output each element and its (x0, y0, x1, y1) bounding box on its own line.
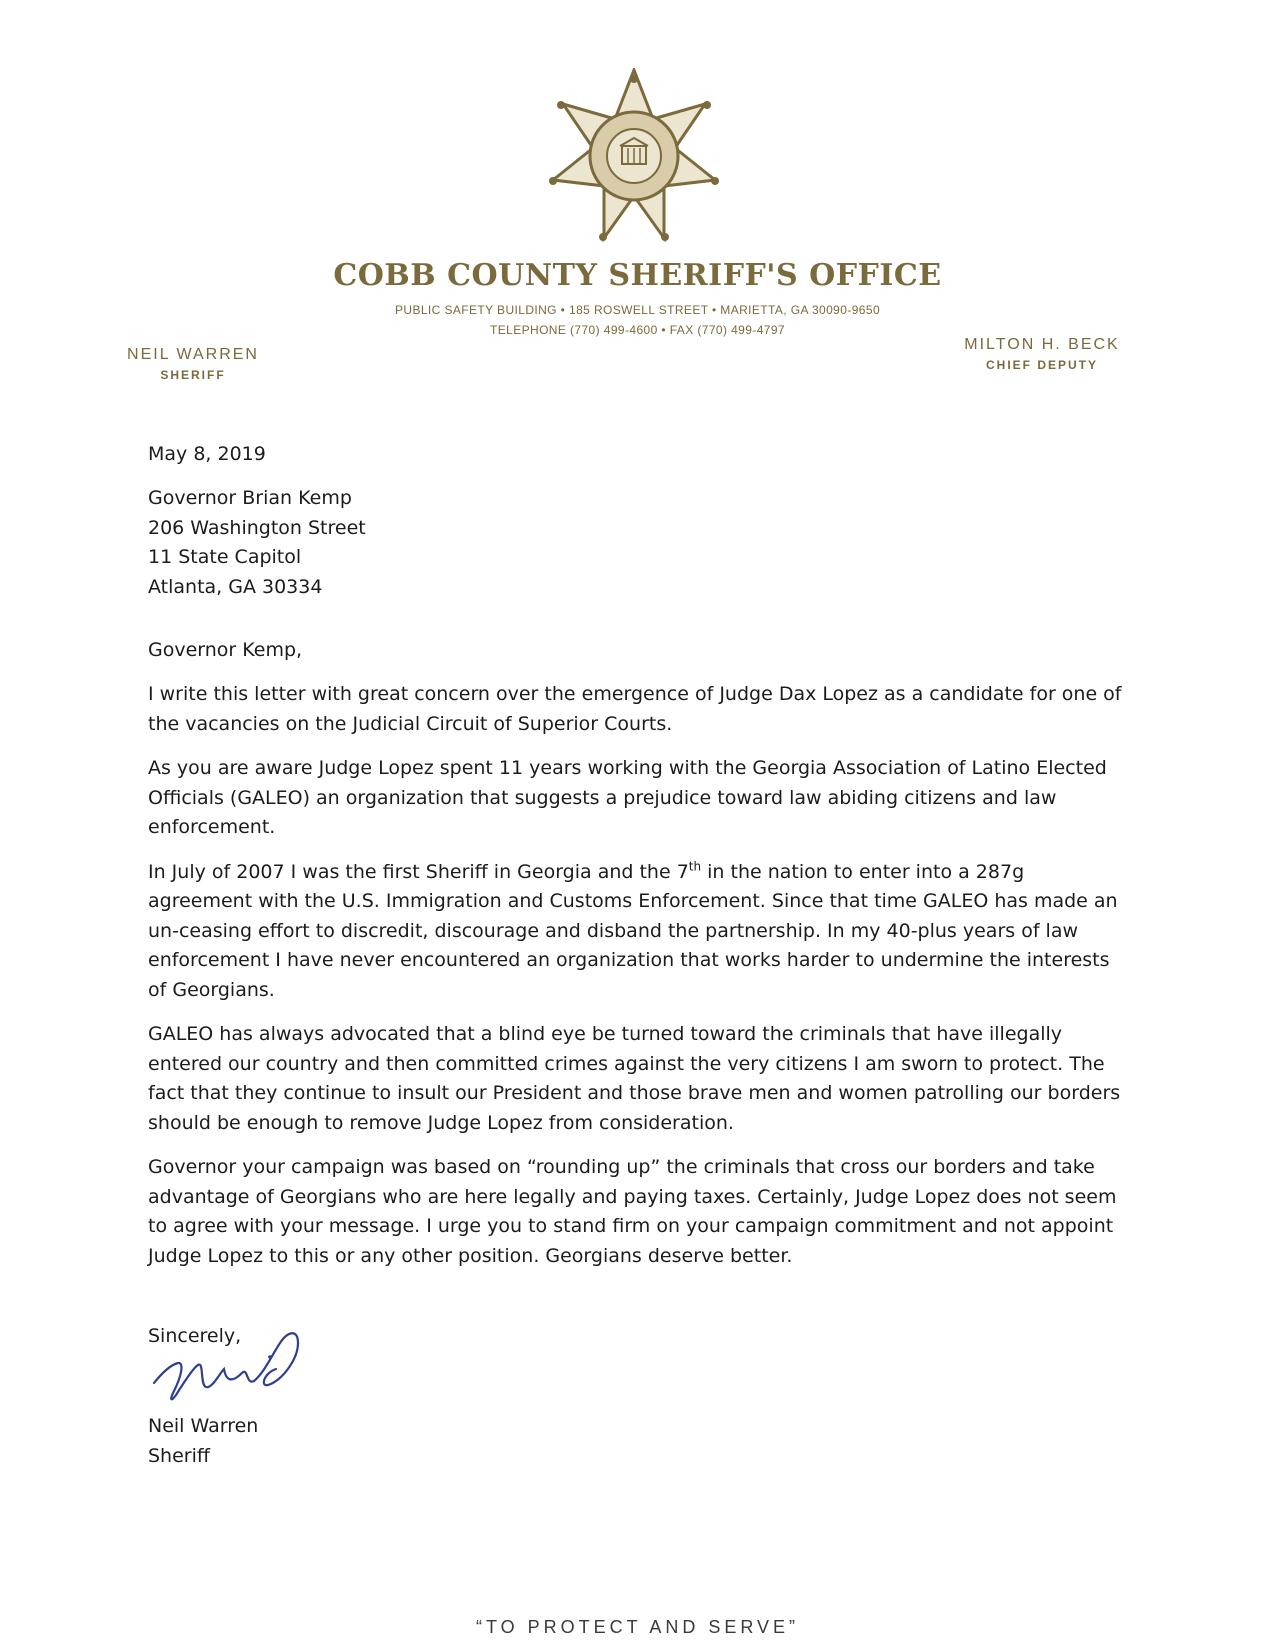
body-paragraph: As you are aware Judge Lopez spent 11 years working with the Georgia Association of Latino Elected Officials (GALEO) an organization that suggests a prejudice toward law abiding citizens and law enforcement. (148, 757, 1107, 838)
chief-deputy-block (948, 336, 1136, 372)
sheriff-name: NEIL WARREN (127, 346, 259, 363)
recipient-line: 11 State Capitol (148, 546, 302, 568)
recipient-line: 206 Washington Street (148, 516, 366, 539)
handwritten-signature-icon (148, 1325, 323, 1413)
sheriff-block (118, 346, 268, 382)
body-paragraph: GALEO has always advocated that a blind eye be turned toward the criminals that have illegally entered our country and then committed crimes against the very citizens I am sworn to protect. The fact that they continue to insult our President and those brave men and women patrolling our borders should be enough to remove Judge Lopez from consideration. (148, 1023, 1121, 1134)
address-line: PUBLIC SAFETY BUILDING • 185 ROSWELL STREET • MARIETTA, GA 30090-9650 (394, 303, 881, 317)
signer-name: Neil Warren (148, 1415, 259, 1437)
footer-motto: “TO PROTECT AND SERVE” (475, 1617, 800, 1637)
recipient-address (148, 484, 366, 602)
sheriff-star-seal-icon (544, 68, 724, 244)
org-name: COBB COUNTY SHERIFF'S OFFICE (333, 258, 942, 293)
recipient-line: Governor Brian Kemp (148, 487, 352, 509)
ordinal-suffix: th (688, 859, 702, 874)
signer-block (148, 1412, 258, 1471)
body-paragraph: Governor your campaign was based on “rounding up” the criminals that cross our borders and take advantage of Georgians who are here legally and paying taxes. Certainly, Judge Lopez does not seem to agree with your message. I urge you to stand firm on your campaign commitment and not appoint Judge Lopez to this or any other position. Georgians deserve better. (148, 1156, 1117, 1267)
closing: Sincerely, (148, 1325, 242, 1347)
letter-body (148, 680, 1128, 1286)
sheriff-title: SHERIFF (160, 368, 226, 382)
signer-title: Sheriff (148, 1444, 210, 1467)
paragraph-text: In July of 2007 I was the first Sheriff in Georgia and the 7 (148, 860, 689, 883)
phone-line: TELEPHONE (770) 499-4600 • FAX (770) 499-4797 (489, 323, 786, 337)
chief-deputy-name: MILTON H. BECK (964, 336, 1120, 353)
body-paragraph (148, 858, 1128, 1006)
chief-deputy-title: CHIEF DEPUTY (985, 358, 1098, 372)
body-paragraph: I write this letter with great concern over the emergence of Judge Dax Lopez as a candidate for one of the vacancies on the Judicial Circuit of Superior Courts. (148, 683, 1122, 735)
paragraph-text: in the nation to enter into a 287g agreement with the U.S. Immigration and Customs Enforcement. Since that time GALEO has made an un-ceasing effort to discredit, discourage and disband the partnership. In my 40-plus years of law enforcement I have never encountered an organization that works harder to undermine the interests of Georgians. (148, 860, 1118, 1001)
salutation: Governor Kemp, (148, 639, 303, 661)
letter-date: May 8, 2019 (148, 443, 266, 465)
recipient-line: Atlanta, GA 30334 (148, 575, 323, 598)
